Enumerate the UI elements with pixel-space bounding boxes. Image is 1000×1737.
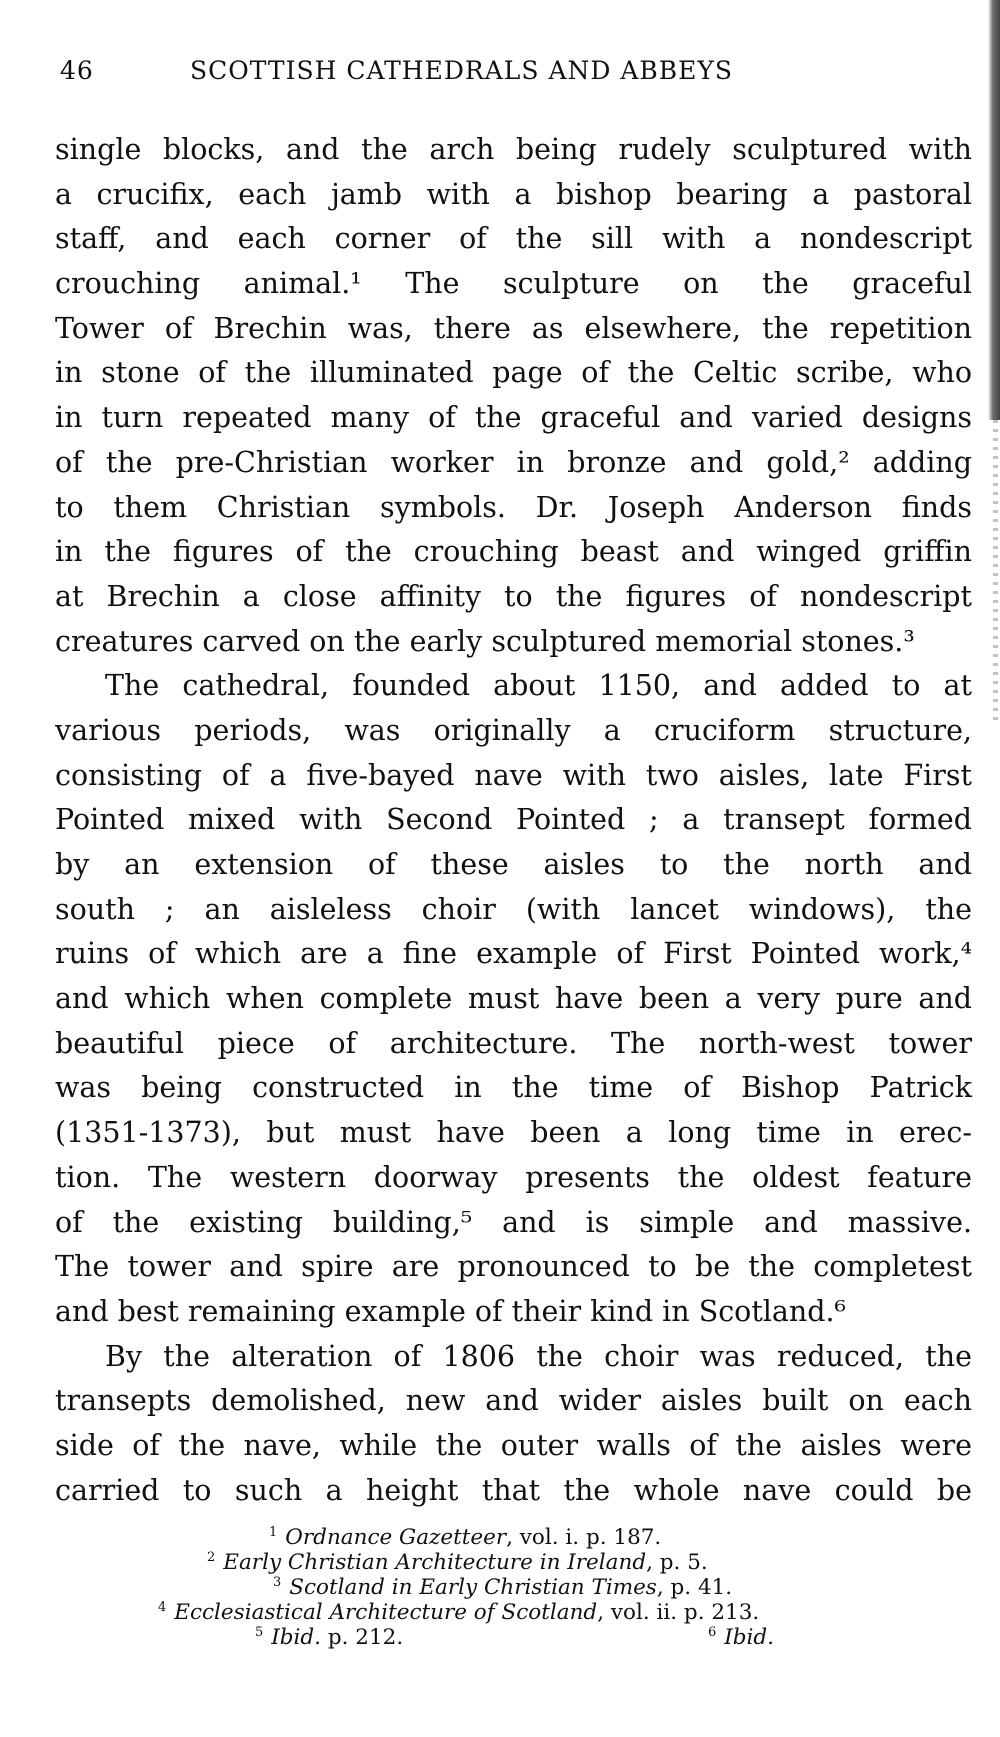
footnote-title: Ibid. [724,1625,775,1651]
paragraph [55,1335,972,1514]
text-line: (1351-1373), but must have been a long time in erec- [55,1116,972,1150]
footnote-mark: 5 [255,1625,264,1640]
text-line: The cathedral, founded about 1150, and added to at [105,669,972,703]
footnote-title: Scotland in Early Christian Times [289,1575,657,1601]
body-text [55,128,972,1513]
running-title: SCOTTISH CATHEDRALS AND ABBEYS [190,56,734,85]
paragraph [55,664,972,1334]
text-line: of the pre-Christian worker in bronze and gold,² adding [55,445,972,479]
text-line: and best remaining example of their kind in Scotland.⁶ [55,1294,846,1328]
footnote [273,1575,732,1600]
text-line: in the figures of the crouching beast and winged griffin [55,535,972,569]
footnote [269,1525,661,1550]
text-line: in turn repeated many of the graceful and varied designs [55,401,972,435]
text-line: single blocks, and the arch being rudely sculptured with [55,133,972,166]
text-line: beautiful piece of architecture. The north-west tower [55,1026,972,1060]
text-line: was being constructed in the time of Bishop Patrick [55,1071,972,1105]
text-line: Pointed mixed with Second Pointed ; a transept formed [55,803,972,837]
text-line: By the alteration of 1806 the choir was reduced, the [105,1339,972,1373]
text-line: consisting of a five-bayed nave with two aisles, late First [55,758,972,792]
text-line: side of the nave, while the outer walls of the aisles were [55,1428,972,1462]
footnote-title: Early Christian Architecture in Ireland [223,1550,647,1576]
footnote-reference: , p. 5. [646,1550,708,1576]
text-line: ruins of which are a fine example of First Pointed work,⁴ [55,937,972,971]
text-line: transepts demolished, new and wider aisles built on each [55,1384,972,1418]
footnote-mark: 6 [708,1625,717,1640]
footnote-mark: 4 [158,1600,167,1615]
footnote-reference: , vol. i. p. 187. [506,1525,662,1551]
text-line: Tower of Brechin was, there as elsewhere, the repetition [55,311,972,345]
text-line: a crucifix, each jamb with a bishop bearing a pastoral [55,177,972,211]
text-line: various periods, was originally a cruciform structure, [55,713,972,747]
text-line: in stone of the illuminated page of the Celtic scribe, who [55,356,972,390]
page-number: 46 [60,56,94,85]
footnote [255,1625,403,1650]
text-line: to them Christian symbols. Dr. Joseph Anderson finds [55,490,972,524]
footnote-mark: 1 [269,1525,278,1540]
footnote-title: Ibid. [271,1625,322,1651]
footnote-title: Ordnance Gazetteer [285,1525,507,1551]
page-edge-shadow [993,420,998,720]
text-line: staff, and each corner of the sill with a nondescript [55,222,972,256]
text-line: by an extension of these aisles to the north and [55,848,972,881]
footnote [207,1550,708,1575]
paragraph [55,128,972,664]
footnote [158,1600,759,1625]
text-line: carried to such a height that the whole nave could be [55,1473,972,1507]
text-line: tion. The western doorway presents the oldest feature [55,1160,972,1194]
text-line: and which when complete must have been a very pure and [55,982,972,1016]
footnote-title: Ecclesiastical Architecture of Scotland [174,1600,598,1626]
footnote-reference: , vol. ii. p. 213. [597,1600,760,1626]
footnote-mark: 2 [207,1550,216,1565]
footnote-reference: , p. 41. [656,1575,733,1601]
text-line: crouching animal.¹ The sculpture on the graceful [55,267,972,301]
footnote-mark: 3 [273,1575,282,1590]
text-line: creatures carved on the early sculptured memorial stones.³ [55,624,915,658]
text-line: The tower and spire are pronounced to be the completest [55,1250,972,1284]
text-line: south ; an aisleless choir (with lancet windows), the [55,892,972,926]
footnote [708,1625,774,1650]
text-line: at Brechin a close affinity to the figures of nondescript [55,579,972,613]
page-edge-shadow [988,0,1000,420]
footnote-reference: p. 212. [321,1625,404,1651]
text-line: of the existing building,⁵ and is simple and massive. [55,1205,972,1239]
